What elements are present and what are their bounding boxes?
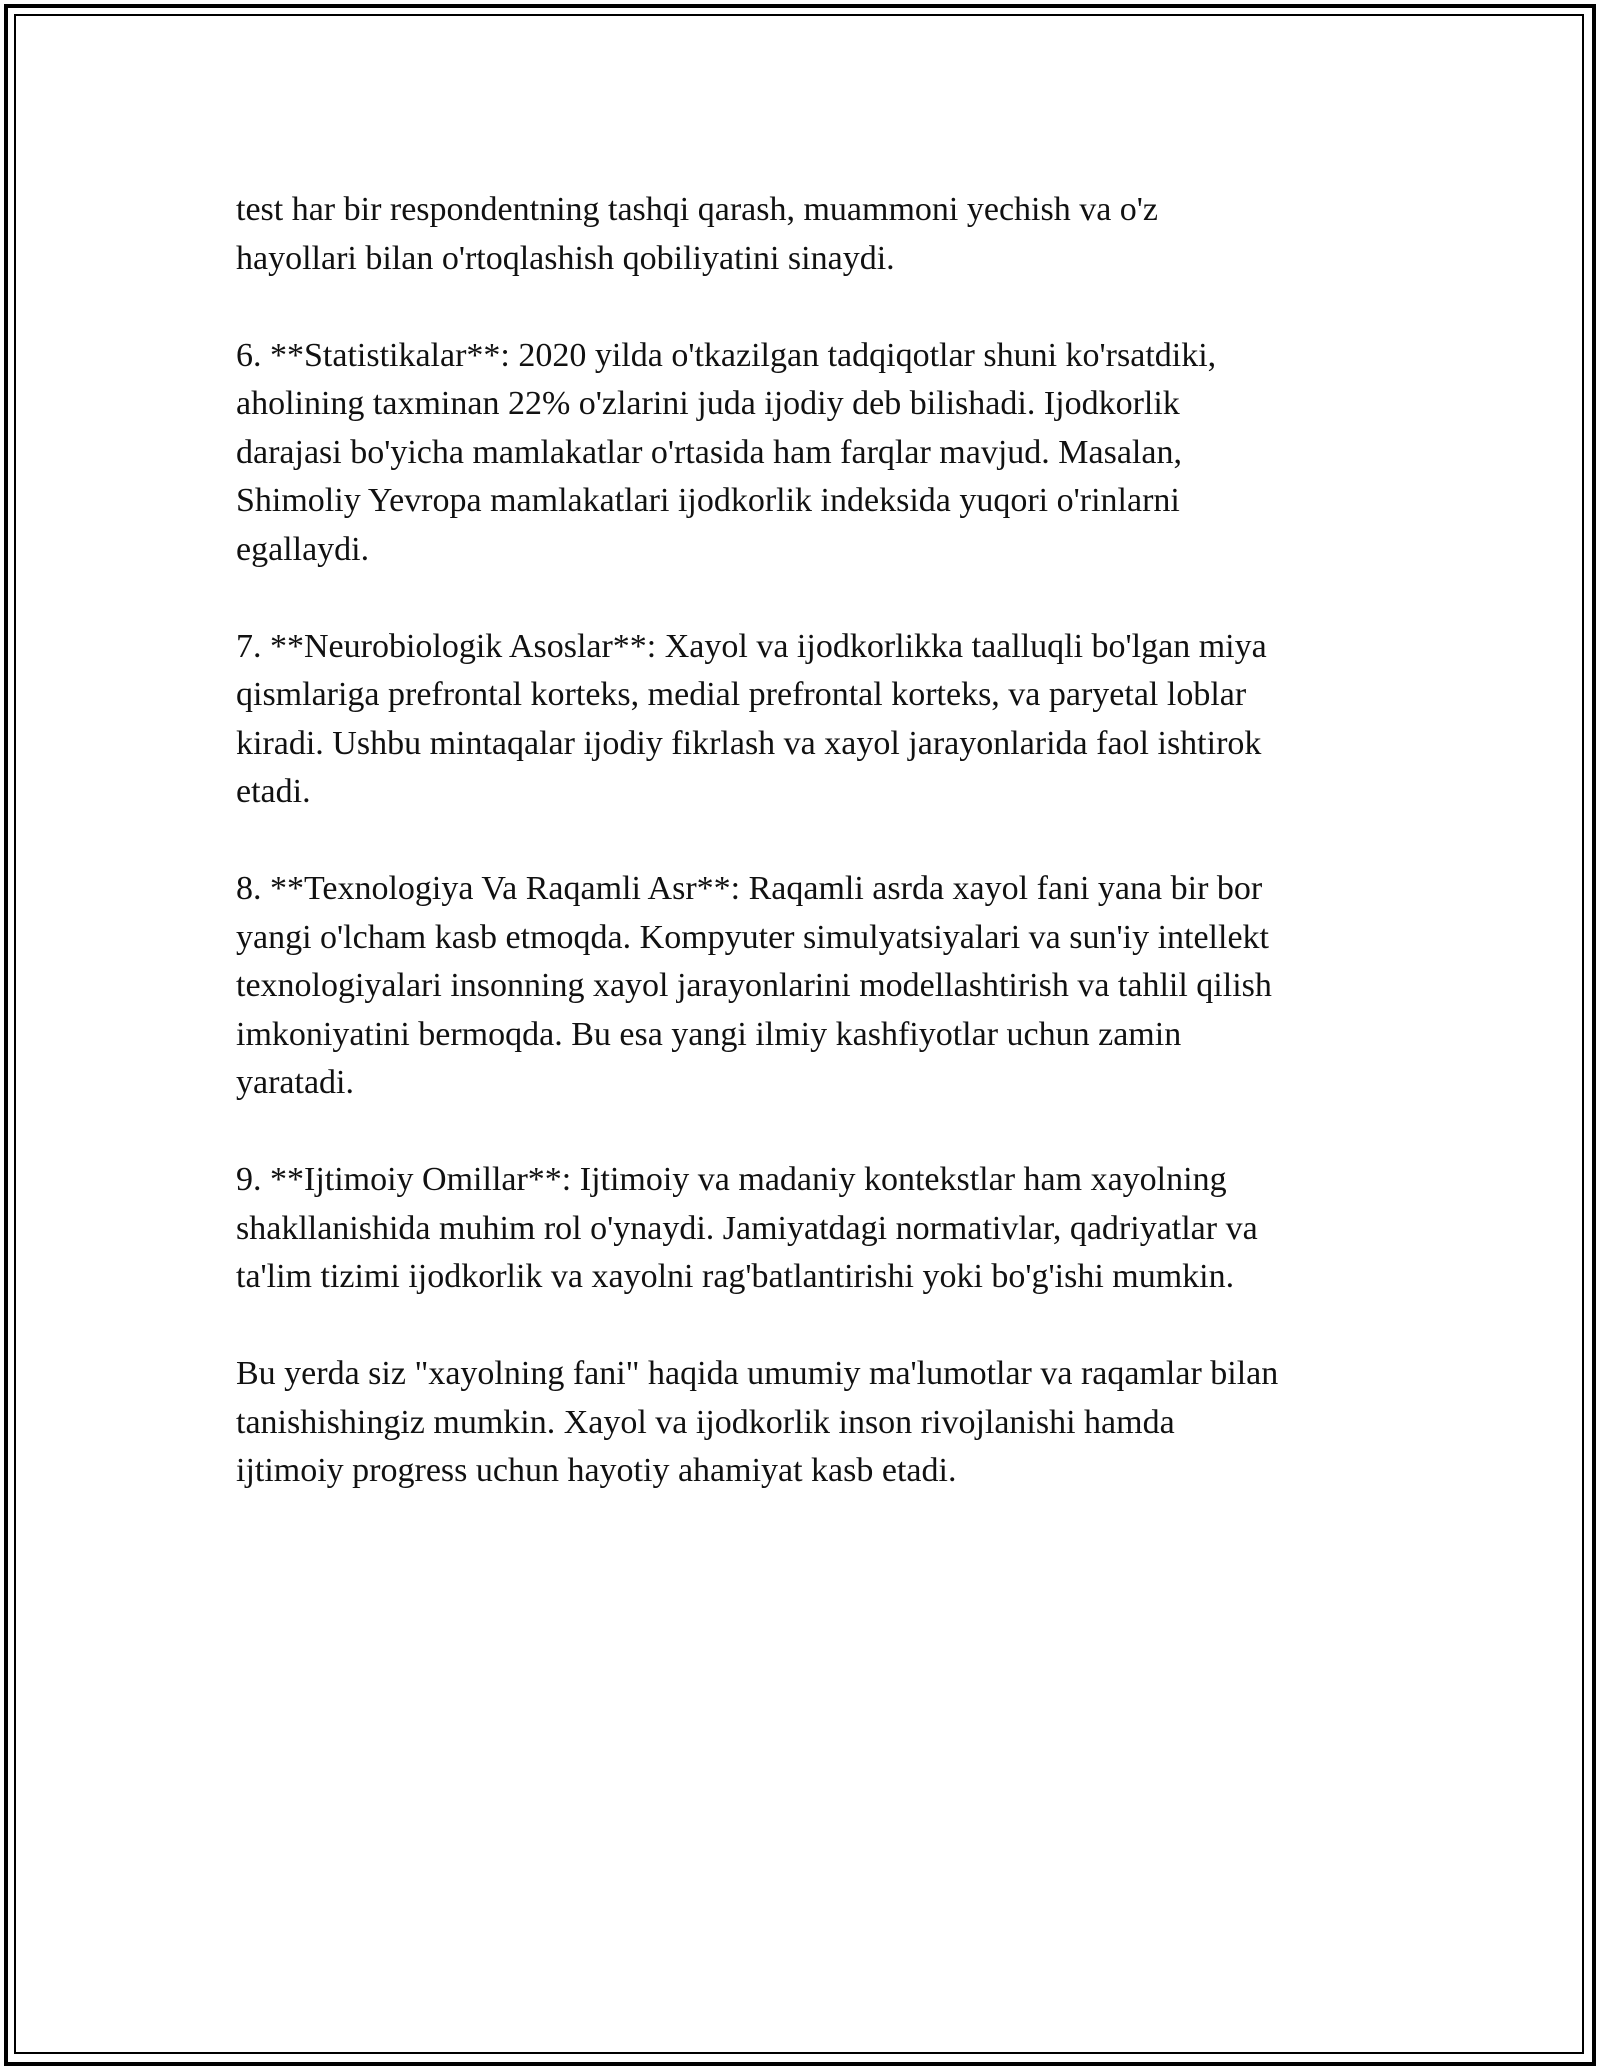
paragraph-test-description: test har bir respondentning tashqi qarash, muammoni yechish va o'z hayollari bilan o'rtoqlashish qobiliyatini sinaydi. xyxy=(236,191,1159,277)
paragraph-neurobiology: 7. **Neurobiologik Asoslar**: Xayol va ijodkorlikka taalluqli bo'lgan miya qismlariga prefrontal korteks, medial prefrontal korteks, va paryetal loblar kiradi. Ushbu mintaqalar ijodiy fikrlash va xayol jarayonlarida faol ishtirok etadi. xyxy=(236,627,1267,810)
paragraph-statistics: 6. **Statistikalar**: 2020 yilda o'tkazilgan tadqiqotlar shuni ko'rsatdiki, aholining taxminan 22% o'zlarini juda ijodiy deb bilishadi. Ijodkorlik darajasi bo'yicha mamlakatlar o'rtasida ham farqlar mavjud. Masalan, Shimoliy Yevropa mamlakatlari ijodkorlik indeksida yuqori o'rinlarni egallaydi. xyxy=(236,336,1217,568)
paragraph-conclusion: Bu yerda siz "xayolning fani" haqida umumiy ma'lumotlar va raqamlar bilan tanishishingiz mumkin. Xayol va ijodkorlik inson rivojlanishi hamda ijtimoiy progress uchun hayotiy ahamiyat kasb etadi. xyxy=(236,1355,1279,1489)
paragraph-social-factors: 9. **Ijtimoiy Omillar**: Ijtimoiy va madaniy kontekstlar ham xayolning shakllanishida muhim rol o'ynaydi. Jamiyatdagi normativlar, qadriyatlar va ta'lim tizimi ijodkorlik va xayolni rag'batlantirishi yoki bo'g'ishi mumkin. xyxy=(236,1161,1258,1295)
document-body xyxy=(236,186,1396,1544)
paragraph-technology: 8. **Texnologiya Va Raqamli Asr**: Raqamli asrda xayol fani yana bir bor yangi o'lcham kasb etmoqda. Kompyuter simulyatsiyalari va sun'iy intellekt texnologiyalari insonning xayol jarayonlarini modellashtirish va tahlil qilish imkoniyatini bermoqda. Bu esa yangi ilmiy kashfiyotlar uchun zamin yaratadi. xyxy=(236,870,1272,1101)
